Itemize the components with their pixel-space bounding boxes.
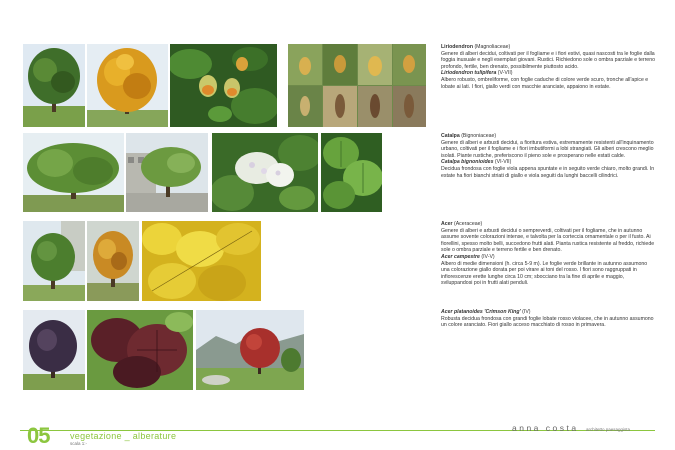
species-text: Robusta decidua frondosa con grandi foglie lobate rosso violacee, che in autunno assumono un colore aranciato. Fiori giallo acceso macchiato di rosso in primavera. bbox=[441, 315, 654, 329]
acer-description bbox=[441, 221, 655, 287]
page-title: vegetazione _ alberature bbox=[70, 431, 177, 441]
liriodendron-autumn-tree-photo bbox=[87, 44, 168, 127]
catalpa-tree-photo bbox=[23, 133, 124, 212]
catalpa-flowers-photo bbox=[212, 133, 318, 212]
brand-subtitle: architetto paesaggista bbox=[586, 427, 631, 432]
acer-campestre-leaves-photo bbox=[142, 221, 261, 301]
family-name: (Aceraceae) bbox=[452, 221, 483, 227]
genus-name: Acer bbox=[441, 221, 453, 227]
species-name: Liriodendron tulipifera bbox=[441, 70, 497, 77]
flowering-period: (V-VII) bbox=[496, 70, 513, 77]
family-name: (Magnoliaceae) bbox=[473, 44, 511, 50]
acer-campestre-autumn-photo bbox=[87, 221, 139, 301]
genus-name: Catalpa bbox=[441, 133, 460, 139]
page-number: 05 bbox=[27, 423, 50, 448]
species-text: Albero di medie dimensioni (h. circa 5-9 m). Le foglie verde brillante in autunno assumono una colorazione giallo dorata per poi virare ai toni del rosso. I fiori sono raggruppati in infiorescenze erette lunghe circa 10 cm; sbocciano tra la fine di aprile e maggio, sviluppandosi poi in frutti alati penduli. bbox=[441, 260, 648, 287]
catalpa-street-tree-photo bbox=[126, 133, 208, 212]
liriodendron-flower-photo bbox=[170, 44, 277, 127]
genus-name: Liriodendron bbox=[441, 44, 473, 50]
species-name: Catalpa bignonioides bbox=[441, 159, 494, 166]
flowering-period: (VI-VII) bbox=[493, 159, 512, 166]
acer-crimson-king-landscape-photo bbox=[196, 310, 304, 390]
acer-crimson-king-description bbox=[441, 309, 655, 329]
scale-label: scala 1:- bbox=[70, 441, 88, 446]
brand-name: anna costa bbox=[512, 423, 579, 433]
genus-text: Genere di alberi e arbusti decidui o sempreverdi, coltivati per il fogliame, che in autunno assume sovente colorazioni intense, e talvolta per la corteccia ornamentale o per il fusto. Ai fiorellini, spesso molto belli, succedono frutti alati. Pianta rustica resistente al freddo, richiede sole o ombra parziale e terreno fertile e ben drenato. bbox=[441, 227, 655, 254]
liriodendron-tree-photo bbox=[23, 44, 85, 127]
acer-campestre-tree-photo bbox=[23, 221, 85, 301]
family-name: (Bignoniaceae) bbox=[459, 133, 497, 139]
acer-crimson-king-tree-photo bbox=[23, 310, 85, 390]
species-text: Decidua frondosa con foglie viola appena spuntate e in seguito verde chiaro, molto grandi. In estate ha fiori bianchi striati di giallo e viola seguiti da lunghi baccelli cilindrici. bbox=[441, 165, 655, 179]
acer-crimson-king-leaves-photo bbox=[87, 310, 193, 390]
genus-text: Genere di alberi e arbusti decidui, a fioritura estiva, estremamente resistenti all'inquinamento urbano, coltivati per il fogliame e i fiori imbutiformi a lobi strangiati. Gli alberi crescono meglio isolati. Piante rustiche, preferiscono il pieno sole e prosperano nelle estati calde. bbox=[441, 139, 654, 159]
flowering-period: (IV-V) bbox=[479, 253, 495, 260]
flowering-period: (IV) bbox=[520, 309, 531, 315]
liriodendron-description bbox=[441, 44, 655, 90]
catalpa-leaves-photo bbox=[321, 133, 382, 212]
species-name: Acer campestre bbox=[441, 253, 480, 260]
liriodendron-flowers-collage-photo bbox=[288, 44, 426, 127]
species-text: Albero robusto, ombreliforme, con foglie caduche di colore verde scuro, tronche all'apice e lobate ai lati. I fiori, giallo verdi con macchie aranciate, appaiono in estate. bbox=[441, 76, 649, 90]
catalpa-description bbox=[441, 133, 655, 179]
genus-text: Genere di alberi decidui, coltivati per il fogliame e i fiori estivi, quasi nascosti tra le foglie dalla foggia inusuale e negli esemplari giovani. Rustici. Richiedono sole o ombra parziale e terreno profondo, fertile, ben drenato, possibilmente piuttosto acido. bbox=[441, 50, 655, 70]
species-name: Acer platanoides 'Crimson King' bbox=[441, 309, 521, 315]
